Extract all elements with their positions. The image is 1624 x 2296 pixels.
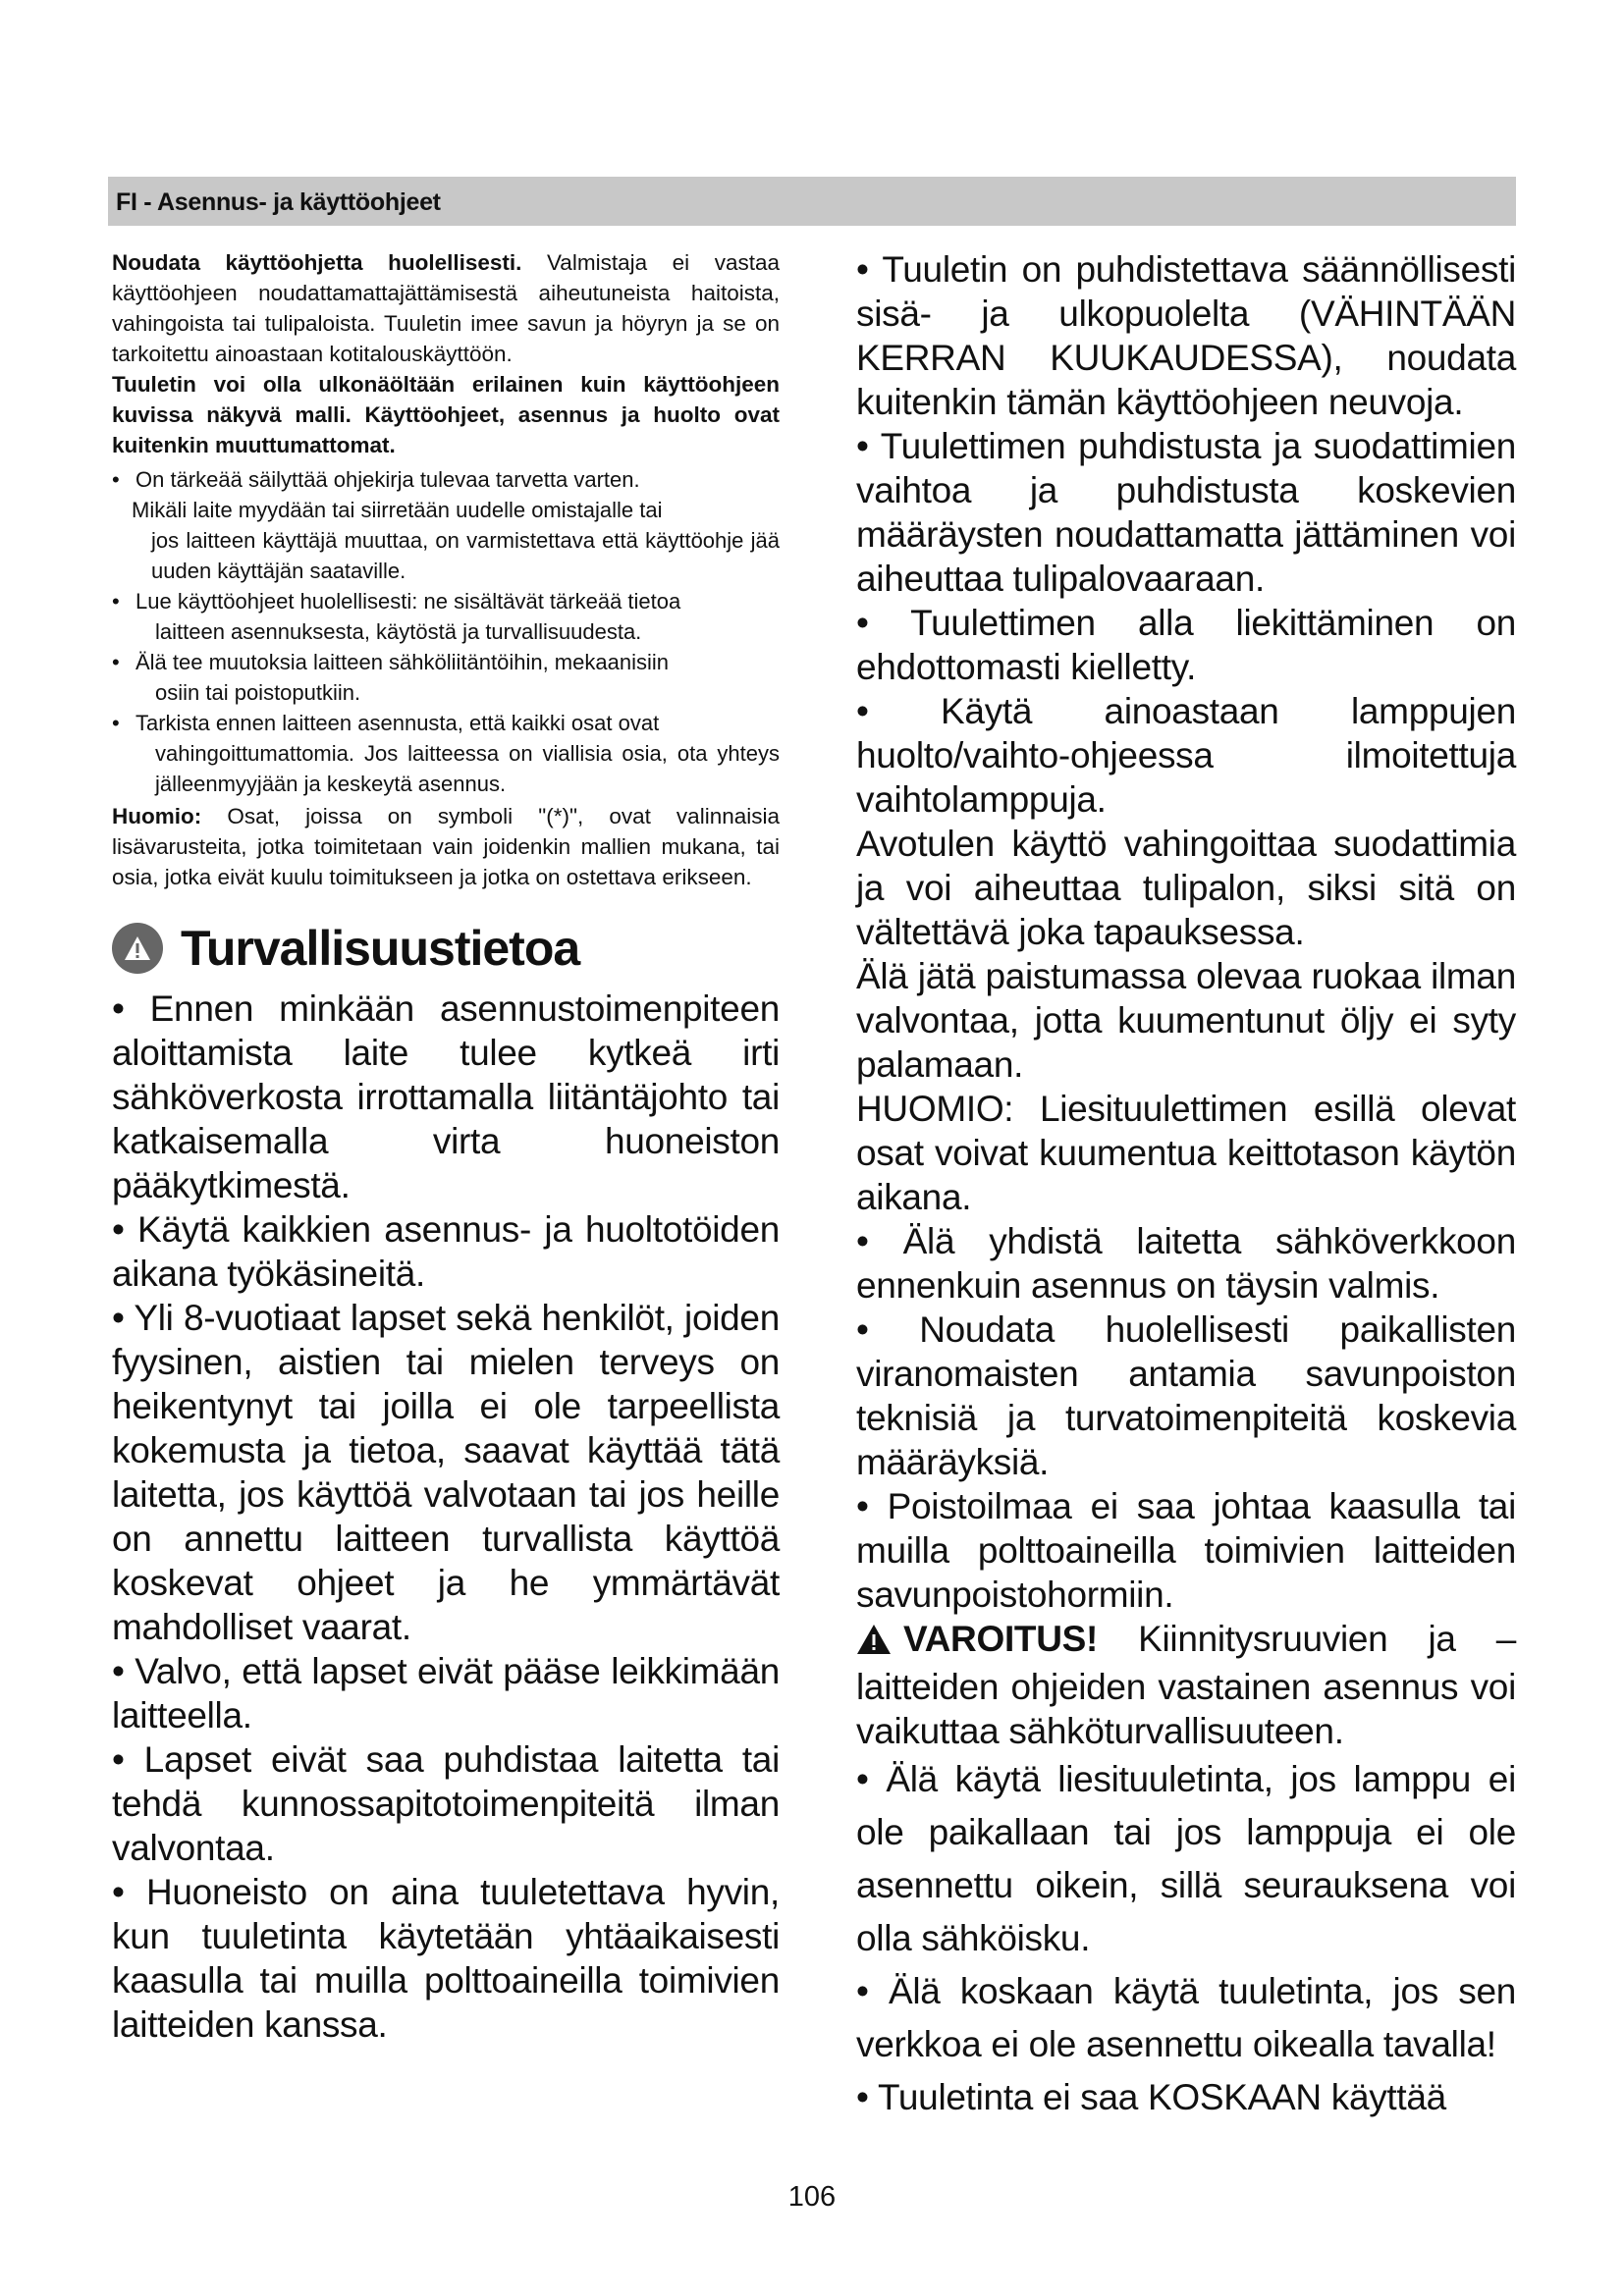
- safety-right-list: [856, 247, 1516, 2124]
- safety-item: • Ennen minkään asennustoimenpiteen aloittamista laite tulee kytkeä irti sähköverkosta irrottamalla liitäntäjohto tai katkaisemalla virta huoneiston pääkytkimestä.: [112, 988, 780, 1205]
- safety-item: • Tuulettimen alla liekittäminen on ehdottomasti kielletty.: [856, 603, 1516, 687]
- right-column: [856, 247, 1516, 2124]
- safety-item: • Älä yhdistä laitetta sähköverkkoon ennenkuin asennus on täysin valmis.: [856, 1221, 1516, 1306]
- intro-note-bold: Tuuletin voi olla ulkonäöltään erilainen kuin käyttöohjeen kuvissa näkyvä malli. Käyttöohjeet, asennus ja huolto ovat kuitenkin muuttumattomat.: [112, 372, 780, 457]
- note-item: • Lue käyttöohjeet huolellisesti: ne sisältävät tärkeää tietoa laitteen asennuksesta, käytöstä ja turvallisuudesta.: [112, 586, 780, 647]
- page-header-title: FI - Asennus- ja käyttöohjeet: [116, 188, 441, 216]
- safety-item: • Käytä ainoastaan lamppujen huolto/vaihto-ohjeessa ilmoitettuja vaihtolamppuja.: [856, 691, 1516, 820]
- safety-section-heading: [112, 920, 780, 977]
- note-item: Mikäli laite myydään tai siirretään uudelle omistajalle tai jos laitteen käyttäjä muuttaa, on varmistettava että käyttöohje jää uuden käyttäjän saataville.: [132, 498, 780, 583]
- safety-item: • Tuuletinta ei saa KOSKAAN käyttää: [856, 2077, 1446, 2117]
- safety-item: • Älä koskaan käytä tuuletinta, jos sen verkkoa ei ole asennettu oikealla tavalla!: [856, 1971, 1516, 2064]
- intro-paragraph: [112, 247, 780, 369]
- safety-title: Turvallisuustietoa: [181, 921, 580, 976]
- safety-item: • Yli 8-vuotiaat lapset sekä henkilöt, joiden fyysinen, aistien tai mielen terveys on heikentynyt tai joilla ei ole tarpeellista kokemusta ja tietoa, saavat käyttää tätä laitetta, jos käyttöä valvotaan tai jos heille on annettu laitteen turvallista käyttöä koskevat ohjeet ja he ymmärtävät mahdolliset vaarat.: [112, 1298, 780, 1647]
- safety-item: • Huoneisto on aina tuuletettava hyvin, kun tuuletinta käytetään yhtäaikaisesti kaasulla tai muilla polttoaineilla toimivien laitteiden kanssa.: [112, 1872, 780, 2045]
- notes-list: [112, 464, 780, 799]
- intro-text: Valmistaja ei vastaa käyttöohjeen noudattamattajättämisestä aiheutuneista haitoista, vahingoista tai tulipaloista. Tuuletin imee savun ja höyryn ja se on tarkoitettu ainoastaan kotitalouskäyttöön.: [112, 250, 780, 366]
- intro-bold-lead: Noudata käyttöohjetta huolellisesti.: [112, 250, 522, 275]
- page-number: 106: [787, 2181, 837, 2213]
- header-bar: [108, 177, 1516, 226]
- huomio-label: Huomio:: [112, 804, 202, 828]
- huomio-note: Huomio: Osat, joissa on symboli "(*)", ovat valinnaisia lisävarusteita, jotka toimitetaan vain joidenkin mallien mukana, tai osia, jotka eivät kuulu toimitukseen ja jotka on ostettava erikseen.: [112, 804, 780, 889]
- left-column: [112, 247, 780, 2047]
- safety-item: • Valvo, että lapset eivät pääse leikkimään laitteella.: [112, 1651, 780, 1735]
- safety-left-list: [112, 987, 780, 2047]
- note-item: • Älä tee muutoksia laitteen sähköliitäntöihin, mekaanisiin osiin tai poistoputkiin.: [112, 647, 780, 708]
- safety-item: • Käytä kaikkien asennus- ja huoltotöiden aikana työkäsineitä.: [112, 1209, 780, 1294]
- safety-item: • Älä käytä liesituuletinta, jos lamppu ei ole paikallaan tai jos lamppuja ei ole asennettu oikein, sillä seurauksena voi olla sähköisku.: [856, 1759, 1516, 1958]
- safety-item: Avotulen käyttö vahingoittaa suodattimia ja voi aiheuttaa tulipalon, siksi sitä on vältettävä joka tapauksessa.: [856, 824, 1516, 952]
- note-item: • Tarkista ennen laitteen asennusta, että kaikki osat ovat vahingoittumattomia. Jos laitteessa on viallisia osia, ota yhteys jälleenmyyjään ja keskeytä asennus.: [112, 708, 780, 799]
- safety-item: • Lapset eivät saa puhdistaa laitetta tai tehdä kunnossapitotoimenpiteitä ilman valvontaa.: [112, 1739, 780, 1868]
- safety-item: • Poistoilmaa ei saa johtaa kaasulla tai muilla polttoaineilla toimivien laitteiden savunpoistohormiin.: [856, 1486, 1516, 1615]
- safety-item: Älä jätä paistumassa olevaa ruokaa ilman valvontaa, jotta kuumentunut öljy ei syty palamaan.: [856, 956, 1516, 1085]
- warning-circle-icon: [112, 923, 163, 974]
- warning-paragraph: VAROITUS! Kiinnitysruuvien ja – laitteiden ohjeiden vastainen asennus voi vaikuttaa sähköturvallisuuteen.: [856, 1619, 1516, 1751]
- warning-label: VAROITUS!: [903, 1619, 1099, 1659]
- safety-item: • Tuuletin on puhdistettava säännöllisesti sisä- ja ulkopuolelta (VÄHINTÄÄN KERRAN KUUKAUDESSA), noudata kuitenkin tämän käyttöohjeen neuvoja.: [856, 249, 1516, 422]
- warning-triangle-icon: [856, 1621, 892, 1665]
- safety-item: • Tuulettimen puhdistusta ja suodattimien vaihtoa ja puhdistusta koskevien määräysten noudattamatta jättäminen voi aiheuttaa tulipalovaaraan.: [856, 426, 1516, 599]
- safety-item: HUOMIO: Liesituulettimen esillä olevat osat voivat kuumentua keittotason käytön aikana.: [856, 1089, 1516, 1217]
- note-item: • On tärkeää säilyttää ohjekirja tulevaa tarvetta varten.: [112, 464, 780, 495]
- safety-item: • Noudata huolellisesti paikallisten viranomaisten antamia savunpoiston teknisiä ja turvatoimenpiteitä koskevia määräyksiä.: [856, 1309, 1516, 1482]
